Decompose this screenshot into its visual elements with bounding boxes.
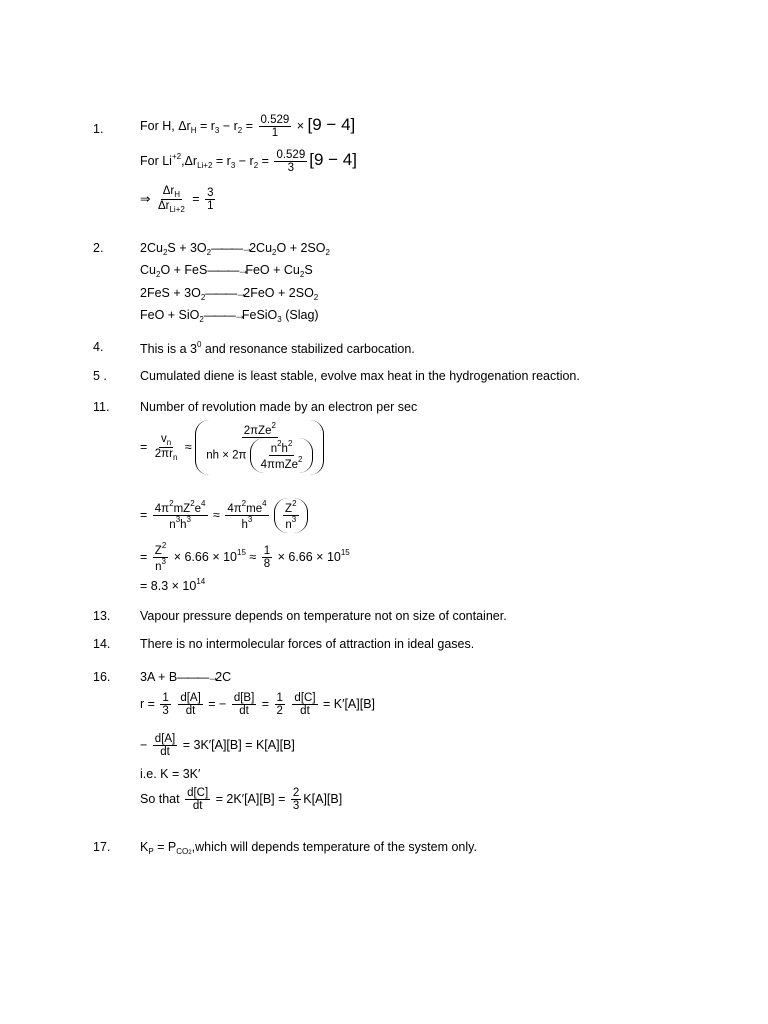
q13-answer: Vapour pressure depends on temperature not on size of container. (140, 609, 507, 623)
question-number: 17. (93, 840, 111, 854)
q11-step-3: = $\frac{Z^2}{n^3}$ × $6.66 \times 10^{15}$ ≈ $\frac{1}{8}$ × $6.66 \times 10^{15}$ (140, 541, 350, 574)
question-number: 4. (93, 340, 104, 354)
q14-answer: There is no intermolecular forces of attraction in ideal gases. (140, 637, 475, 651)
q11-statement: Number of revolution made by an electron per sec (140, 400, 418, 414)
q17-answer: $K_P$ = $P_{CO2},which$ will depends temperature of the system only. (140, 840, 477, 856)
question-number: 14. (93, 637, 111, 651)
q11-step-2: = $\frac{4\pi^2mZ^2e^4}{n^3h^3}$ ≈ $\frac{4\pi^2me^4}{h^3}$ $\frac{Z^2}{n^3}$ (140, 498, 308, 533)
q16-k-relation: i.e. K = 3K′ (140, 767, 201, 781)
q1-ratio: ⇒ $\frac{\Delta r_H}{\Delta r_{Li+2}}$ = $\frac{3}{1}$ (140, 185, 214, 215)
q11-result: = $8.3 \times 10^{14}$ (140, 577, 206, 593)
q5-answer: Cumulated diene is least stable, evolve max heat in the hydrogenation reaction. (140, 369, 580, 383)
q2-reaction-1: $2Cu_2S$ + $3O_2———\to 2Cu_2O + 2SO_2$ (140, 241, 330, 257)
question-number: 5 . (93, 369, 107, 383)
q16-rate-of-c: So that $\frac{d[C]}{dt}$ = 2K′[A][B] = $\frac{2}{3}$ K[A][B] (140, 787, 343, 813)
q1-equation-h: For H, $\Delta r_H = r_3 - r_2$ = $\frac{0.529}{1}$ × [9 − 4] (140, 114, 356, 140)
q11-step-1: = $\frac{v_n}{2\pi r_n}$ ≈ 2πZe$^2$ nh × 2π $\frac{n^2h^2}{4\pi mZe^2}$ (140, 420, 324, 475)
question-number: 13. (93, 609, 111, 623)
q2-reaction-4: FeO + SiO$_2$———→FeSiO$_3$ (Slag) (140, 308, 319, 324)
q2-reaction-3: $2FeS + 3O_2———\to 2FeO + 2SO_2$ (140, 286, 319, 302)
q2-reaction-2: $Cu_2O$ + FeS———→FeO + $Cu_2S$ (140, 263, 313, 279)
q4-answer: This is a $3^0$ and resonance stabilized carbocation. (140, 340, 415, 356)
question-number: 11. (93, 400, 110, 414)
question-number: 2. (93, 241, 104, 255)
q16-reaction: 3A + B———→2C (140, 670, 232, 684)
question-number: 1. (93, 122, 104, 136)
q16-rate-expression: r = $\frac{1}{3}$ $\frac{d[A]}{dt}$ = − $\frac{d[B]}{dt}$ = $\frac{1}{2}$ $\frac{d[C]}{dt}$ = K′[A][B] (140, 692, 376, 718)
q1-equation-li: For $Li^{+2},\Delta r_{Li+2} = r_3 - r_2$ = $\frac{0.529}{3}$ [9 − 4] (140, 149, 357, 175)
q16-rate-of-a: − $\frac{d[A]}{dt}$ = 3K′[A][B] = K[A][B] (140, 733, 295, 759)
question-number: 16. (93, 670, 111, 684)
